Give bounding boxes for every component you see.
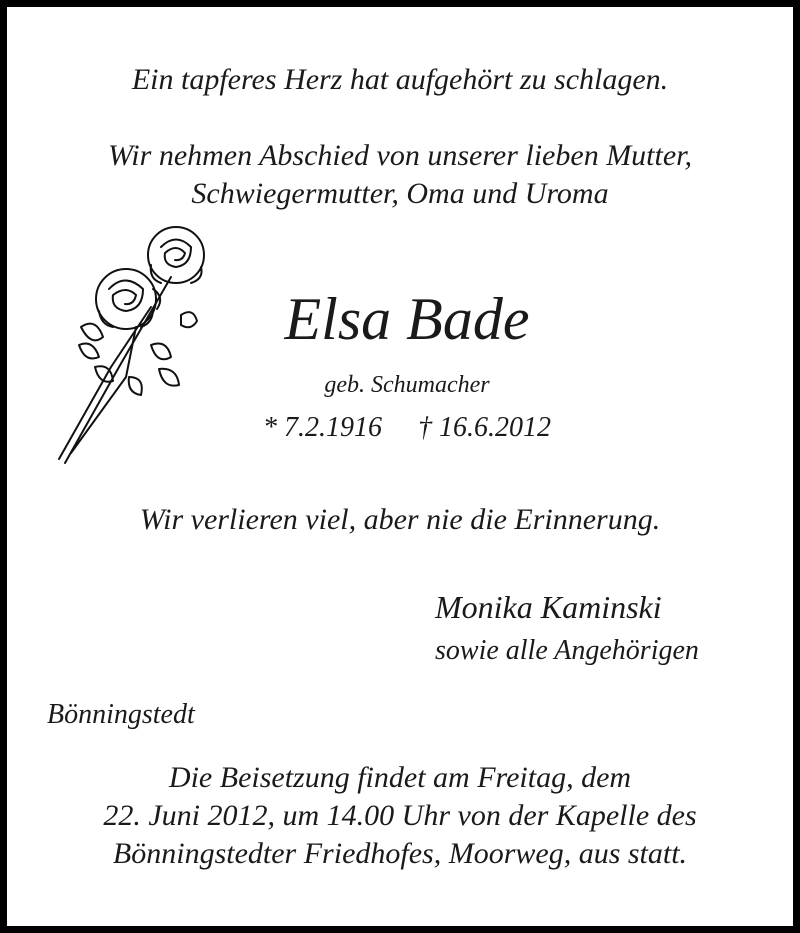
farewell-line-2: Schwiegermutter, Oma und Uroma [191, 177, 609, 210]
signer-name: Monika Kaminski [435, 589, 662, 625]
maiden-name: geb. Schumacher [324, 372, 490, 398]
signer-relatives: sowie alle Angehörigen [435, 635, 699, 666]
farewell-line-1: Wir nehmen Abschied von unserer lieben Mutter, [107, 139, 693, 172]
death-date: † 16.6.2012 [418, 412, 551, 443]
life-dates [242, 412, 572, 444]
burial-line-3: Bönningstedter Friedhofes, Moorweg, aus statt. [112, 837, 688, 870]
burial-line-1: Die Beisetzung findet am Freitag, dem [168, 761, 632, 794]
roses-icon [41, 217, 211, 467]
opening-line: Ein tapferes Herz hat aufgehört zu schlagen. [131, 63, 669, 96]
place-name: Bönningstedt [47, 699, 195, 730]
motto-line: Wir verlieren viel, aber nie die Erinnerung. [139, 503, 661, 536]
burial-line-2: 22. Juni 2012, um 14.00 Uhr von der Kapelle des [103, 799, 697, 832]
birth-date: * 7.2.1916 [263, 412, 382, 443]
deceased-name: Elsa Bade [284, 286, 530, 352]
